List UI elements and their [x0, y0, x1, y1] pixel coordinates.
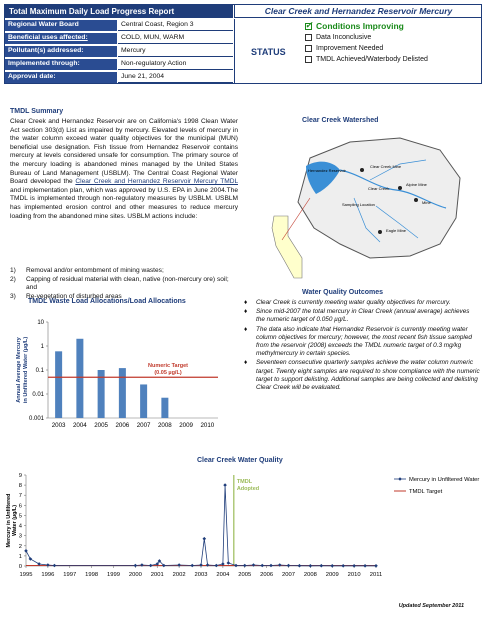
- bullet-icon: ♦: [244, 359, 248, 367]
- data-point: [243, 564, 247, 568]
- watershed-map: [250, 128, 480, 296]
- y-tick-label: 2: [18, 543, 22, 550]
- y-axis-label: [6, 494, 18, 548]
- outcomes-list: [244, 299, 480, 393]
- y-tick-label: 1: [18, 553, 22, 560]
- actions-list: [10, 267, 238, 301]
- map-label: Sampling Location: [342, 202, 375, 207]
- watershed-boundary: [298, 138, 460, 258]
- bar: [76, 339, 83, 418]
- x-tick-label: 2008: [303, 572, 317, 578]
- data-point: [227, 561, 231, 565]
- x-tick-label: 2009: [179, 422, 194, 429]
- list-text: The data also indicate that Hernandez Reservoir is currently meeting water column objectives for mercury; however, the most recent fish tissue sampled from the reservoir (2008) exceeds the TMDL numeric target of 0.3 mg/kg methylmercury in certain species.: [256, 325, 472, 358]
- mine-marker: [378, 230, 382, 234]
- data-point: [269, 564, 273, 568]
- bullet-icon: ♦: [244, 299, 248, 306]
- map-label: Hernandez Reservoir: [308, 168, 346, 173]
- summary-text-part: and implementation plan, which was approved by U.S. EPA in June 2004.The TMDL is implemented through non-regulatory measures by USBLM. USBLM has implemented erosion control and other measures to reduce mercury loading from the abandoned mine sites. USBLM actions include:: [10, 186, 238, 220]
- map-title: Clear Creek Watershed: [302, 117, 379, 124]
- map-label: Clear Creek Mine: [370, 164, 402, 169]
- summary-heading: TMDL Summary: [10, 108, 64, 115]
- bar-chart-title: TMDL Waste Load Allocations/Load Allocations: [28, 298, 186, 305]
- x-tick-label: 2005: [94, 422, 109, 429]
- data-point: [234, 564, 238, 568]
- legend-label: TMDL Target: [409, 489, 443, 495]
- header-table: [4, 4, 482, 84]
- status-option-label: Improvement Needed: [316, 45, 384, 52]
- data-point: [29, 557, 33, 561]
- data-point: [260, 564, 264, 568]
- status-label: STATUS: [251, 47, 286, 57]
- list-text: Removal and/or entombment of mining wastes;: [26, 267, 164, 274]
- data-point: [352, 564, 356, 568]
- row-value: Non-regulatory Action: [118, 59, 233, 70]
- x-tick-label: 2010: [347, 572, 361, 578]
- list-item: [244, 359, 480, 392]
- list-text: Re-vegetation of disturbed areas: [26, 292, 122, 300]
- mine-marker: [360, 168, 364, 172]
- row-key: Approval date:: [5, 72, 117, 83]
- bullet-icon: ♦: [244, 308, 248, 316]
- mine-marker: [414, 198, 418, 202]
- map-label: Clear Creek: [368, 186, 390, 191]
- status-option-achieved[interactable]: [305, 54, 428, 65]
- data-point: [190, 564, 194, 568]
- list-text: Since mid-2007 the total mercury in Clear Creek (annual average) achieves the numeric target of 0.050 µg/L.: [256, 308, 470, 324]
- x-tick-label: 2004: [216, 572, 230, 578]
- x-tick-label: 2000: [128, 572, 142, 578]
- x-tick-label: 1997: [63, 572, 77, 578]
- status-option-improving[interactable]: [305, 21, 428, 32]
- checkbox-icon[interactable]: [305, 56, 312, 63]
- map-label: Eagle Mine: [386, 228, 407, 233]
- y-tick-label: 10: [37, 320, 44, 326]
- mine-marker: [398, 186, 402, 190]
- data-point: [320, 564, 324, 568]
- x-tick-label: 2006: [260, 572, 274, 578]
- y-tick-label: 0.01: [32, 392, 44, 398]
- bar: [55, 351, 62, 418]
- x-tick-label: 2007: [136, 422, 151, 429]
- list-item: [10, 267, 238, 276]
- legend-marker: [398, 477, 402, 481]
- y-axis-label-line: Water (µg/L): [12, 504, 18, 537]
- line-chart-title: Clear Creek Water Quality: [197, 457, 283, 464]
- list-text: Seventeen consecutive quarterly samples achieve the water column numeric target. Twenty eight samples are required to show compliance with the numeric target to support delisting. Additional samples are being collected and delisting Clear Creek will be evaluated.: [256, 359, 480, 392]
- report-title: Total Maximum Daily Load Progress Report: [5, 5, 233, 18]
- y-tick-label: 3: [18, 533, 22, 540]
- y-tick-label: 5: [18, 513, 22, 520]
- list-text: Capping of residual material with clean, native (non-mercury ore) soil; and: [26, 275, 229, 292]
- line-chart: [4, 467, 482, 585]
- summary-text-part: Clear Creek and Hernandez Reservoir are on California's 1998 Clean Water Act section 303(d) List as impaired by mercury. Elevated levels of mercury in the water column exceed water quality objectives for the municipal (MUN) beneficial use designation. Fish tissue from Hernandez Reservoir contains mercury at levels considered unsafe for consumption. The primary source of the mercury loading is abandoned mines managed by the United States Bureau of Land Management (USBLM). The Central Coast Regional Water Board developed the: [10, 118, 238, 186]
- data-point: [341, 564, 345, 568]
- y-tick-label: 0: [18, 564, 22, 570]
- list-number: 3): [10, 292, 16, 300]
- x-tick-label: 2003: [51, 422, 66, 429]
- data-point: [287, 564, 291, 568]
- bar: [119, 368, 126, 418]
- bar: [161, 398, 168, 418]
- header-row: [5, 19, 233, 30]
- row-key: Implemented through:: [5, 59, 117, 70]
- list-item: [10, 276, 238, 293]
- status-option-label: Data Inconclusive: [316, 34, 372, 41]
- list-number: 2): [10, 275, 16, 283]
- header-row: [5, 45, 233, 56]
- x-tick-label: 2002: [172, 572, 186, 578]
- y-axis-label-line: Annual Average Mercury: [16, 337, 22, 403]
- list-number: 1): [10, 267, 16, 274]
- data-point: [309, 564, 313, 568]
- summary-text: [10, 118, 238, 221]
- map-label: Alpine Mine: [406, 182, 427, 187]
- y-axis-label-line: Mercury in Unfiltered: [6, 493, 12, 548]
- adopted-label: TMDL: [236, 479, 253, 485]
- status-option-inconclusive[interactable]: [305, 32, 428, 43]
- data-point: [330, 564, 334, 568]
- x-tick-label: 2006: [115, 422, 130, 429]
- y-tick-label: 8: [18, 483, 22, 490]
- x-tick-label: 2003: [194, 572, 208, 578]
- data-point: [134, 564, 138, 568]
- y-tick-label: 0.001: [28, 416, 44, 422]
- x-tick-label: 2008: [157, 422, 172, 429]
- data-point: [223, 483, 227, 487]
- data-point: [53, 564, 57, 568]
- bullet-icon: ♦: [244, 325, 248, 333]
- x-tick-label: 1996: [41, 572, 55, 578]
- series-line: [26, 485, 376, 566]
- row-key: Beneficial uses affected:: [5, 33, 117, 44]
- x-tick-label: 1998: [85, 572, 99, 578]
- row-value: Central Coast, Region 3: [118, 20, 233, 31]
- checkbox-checked-icon[interactable]: [305, 23, 312, 30]
- y-tick-label: 6: [18, 503, 22, 510]
- status-options: [305, 21, 428, 65]
- x-tick-label: 2007: [282, 572, 295, 578]
- list-item: [244, 326, 480, 359]
- waterbody-title: Clear Creek and Hernandez Reservoir Mercury: [234, 5, 482, 18]
- header-row: [5, 58, 233, 69]
- row-key: Regional Water Board: [5, 20, 117, 31]
- data-point: [202, 537, 206, 541]
- adopted-label: Adopted: [236, 486, 260, 492]
- target-label: Numeric Target: [148, 363, 188, 370]
- data-point: [24, 549, 28, 553]
- y-axis-label: [16, 336, 29, 403]
- x-tick-label: 2010: [200, 422, 215, 429]
- status-option-label: Conditions Improving: [316, 21, 404, 31]
- status-option-label: TMDL Achieved/Waterbody Delisted: [316, 56, 428, 63]
- y-tick-label: 1: [40, 344, 44, 350]
- x-tick-label: 2011: [369, 572, 383, 578]
- target-label: (0.05 µg/L): [154, 370, 182, 377]
- x-tick-label: 1995: [19, 572, 33, 578]
- map-label: Mine: [422, 200, 431, 205]
- checkbox-icon[interactable]: [305, 45, 312, 52]
- list-item: [244, 308, 480, 324]
- status-option-improvement-needed[interactable]: [305, 43, 428, 54]
- data-point: [298, 564, 302, 568]
- list-item: [244, 299, 480, 307]
- y-tick-label: 9: [18, 473, 22, 479]
- header-row: [5, 71, 233, 82]
- x-tick-label: 2001: [150, 572, 164, 578]
- tmdl-link[interactable]: Clear Creek and Hernandez Reservoir Mercury TMDL: [75, 178, 238, 186]
- header-row: [5, 32, 233, 43]
- california-inset: [272, 216, 302, 278]
- checkbox-icon[interactable]: [305, 34, 312, 41]
- row-value: COLD, MUN, WARM: [118, 33, 233, 44]
- row-value: June 21, 2004: [118, 72, 233, 83]
- x-tick-label: 2005: [238, 572, 252, 578]
- x-tick-label: 1999: [107, 572, 120, 578]
- footer-updated: Updated September 2011: [398, 603, 464, 609]
- data-point: [363, 564, 367, 568]
- y-tick-label: 0.1: [35, 368, 44, 374]
- bar: [140, 384, 147, 418]
- y-tick-label: 7: [18, 493, 22, 500]
- y-axis-label-line: in Unfiltered Water (µg/L): [23, 336, 29, 404]
- data-point: [149, 564, 153, 568]
- bar-chart: [4, 310, 238, 442]
- row-key: Pollutant(s) addressed:: [5, 46, 117, 57]
- y-tick-label: 4: [18, 523, 22, 530]
- list-text: Clear Creek is currently meeting water quality objectives for mercury.: [256, 299, 451, 306]
- row-value: Mercury: [118, 46, 233, 57]
- outcomes-heading: Water Quality Outcomes: [302, 289, 384, 296]
- x-tick-label: 2009: [325, 572, 339, 578]
- status-panel: [234, 19, 482, 84]
- legend-label: Mercury in Unfiltered Water: [409, 477, 480, 483]
- data-point: [215, 564, 219, 568]
- x-tick-label: 2004: [72, 422, 87, 429]
- data-point: [374, 564, 378, 568]
